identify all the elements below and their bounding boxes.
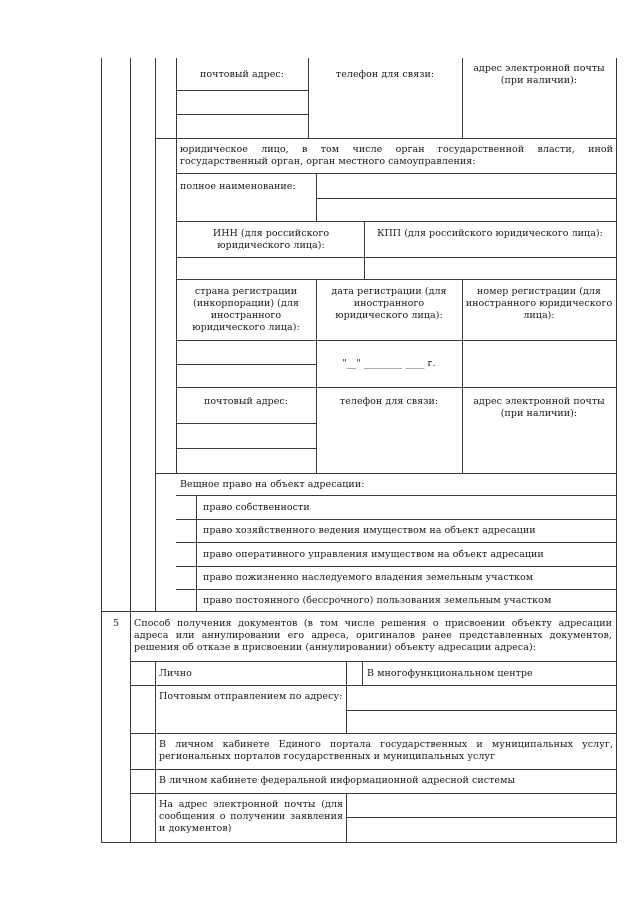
row-line — [130, 685, 616, 686]
row-line — [176, 542, 616, 543]
number-column-divider — [130, 611, 131, 843]
row-line — [316, 198, 616, 199]
email-label: адрес электронной почты (при наличии): — [473, 63, 605, 86]
row-line — [176, 90, 308, 91]
cell-divider — [346, 685, 347, 733]
cell-divider — [462, 58, 463, 138]
cell-divider — [316, 173, 317, 221]
delivery-option-email[interactable]: На адрес электронной почты (для сообщения о получении заявления и документов) — [159, 799, 343, 834]
right-option-economic-management[interactable]: право хозяйственного ведения имуществом на объект адресации — [203, 525, 536, 536]
row-line — [176, 221, 616, 222]
registration-number-label: номер регистрации (для иностранного юридического лица): — [465, 286, 613, 321]
registration-date-field[interactable]: "__" ________ ____ г. — [342, 358, 436, 369]
section-separator — [101, 611, 617, 612]
delivery-option-mfc[interactable]: В многофункциональном центре — [367, 668, 533, 679]
section5-heading: Способ получения документов (в том числе решения о присвоении объекту адресации адреса или аннулировании его адреса, оригиналов ранее представленных документов, решения об отказе в присвоении (аннулировании) объекту адресации адреса): — [134, 618, 612, 653]
right-option-permanent-use[interactable]: право постоянного (бессрочного) пользования земельным участком — [203, 595, 552, 606]
delivery-option-fias[interactable]: В личном кабинете федеральной информационной адресной системы — [159, 775, 516, 786]
row-line — [176, 364, 316, 365]
cell-divider — [308, 58, 309, 138]
cell-divider — [346, 793, 347, 843]
table-border-bottom — [101, 842, 617, 843]
row-line — [130, 733, 616, 734]
right-option-lifetime-possession[interactable]: право пожизненно наследуемого владения земельным участком — [203, 572, 534, 583]
row-line — [176, 114, 308, 115]
column-divider — [176, 58, 177, 473]
inn-label: ИНН (для российского юридического лица): — [212, 228, 330, 251]
row-line — [176, 173, 616, 174]
legal-entity-heading: юридическое лицо, в том числе орган государственной власти, иной государственный орган, орган местного самоуправления: — [180, 144, 613, 167]
row-line — [130, 769, 616, 770]
table-border-right — [616, 58, 617, 843]
cell-divider — [462, 279, 463, 387]
cell-divider — [362, 661, 363, 685]
legal-phone-label: телефон для связи: — [339, 396, 439, 407]
section-number: 5 — [113, 618, 120, 629]
rights-heading: Вещное право на объект адресации: — [180, 479, 365, 490]
row-line — [176, 495, 616, 496]
row-line — [176, 519, 616, 520]
checkbox-column-divider — [196, 495, 197, 611]
registration-date-label: дата регистрации (для иностранного юридического лица): — [331, 286, 447, 321]
row-line — [155, 473, 616, 474]
row-line — [346, 817, 616, 818]
row-line — [176, 340, 616, 341]
column-divider — [155, 58, 156, 611]
right-option-operational-management[interactable]: право оперативного управления имуществом на объект адресации — [203, 549, 544, 560]
cell-divider — [346, 661, 347, 685]
row-line — [176, 279, 616, 280]
table-border-left — [101, 58, 102, 843]
cell-divider — [462, 387, 463, 473]
row-line — [155, 138, 616, 139]
delivery-option-mail[interactable]: Почтовым отправлением по адресу: — [159, 691, 343, 702]
right-option-ownership[interactable]: право собственности — [203, 502, 310, 513]
cell-divider — [316, 279, 317, 387]
checkbox-column-divider — [155, 661, 156, 843]
cell-divider — [364, 221, 365, 279]
full-name-label: полное наименование: — [180, 181, 296, 192]
row-line — [176, 423, 316, 424]
postal-address-label: почтовый адрес: — [199, 69, 285, 80]
cell-divider — [316, 387, 317, 473]
kpp-label: КПП (для российского юридического лица): — [377, 228, 603, 239]
phone-label: телефон для связи: — [335, 69, 435, 80]
row-line — [130, 793, 616, 794]
registration-country-label: страна регистрации (инкорпорации) (для иностранного юридического лица): — [192, 286, 300, 333]
row-line — [346, 710, 616, 711]
delivery-option-in-person[interactable]: Лично — [159, 668, 192, 679]
row-line — [130, 661, 616, 662]
row-line — [176, 257, 616, 258]
row-line — [176, 387, 616, 388]
row-line — [176, 448, 316, 449]
legal-postal-address-label: почтовый адрес: — [203, 396, 289, 407]
row-line — [176, 589, 616, 590]
delivery-option-gosuslugi[interactable]: В личном кабинете Единого портала государственных и муниципальных услуг, региональных порталов государственных и муниципальных услуг — [159, 739, 613, 762]
legal-email-label: адрес электронной почты (при наличии): — [473, 396, 605, 419]
column-divider — [130, 58, 131, 611]
row-line — [176, 566, 616, 567]
